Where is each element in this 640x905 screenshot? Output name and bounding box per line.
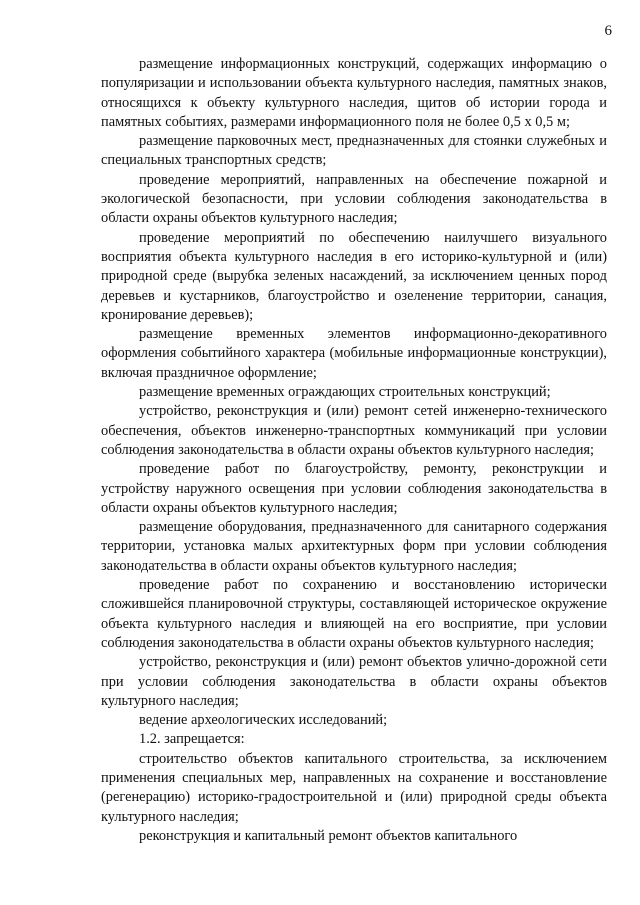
paragraph: размещение временных ограждающих строительных конструкций;: [139, 384, 551, 401]
paragraph: устройство, реконструкция и (или) ремонт объектов улично-дорожной сети при условии соблюдения законодательства в области охраны объектов культурного наследия;: [101, 654, 607, 709]
paragraph: размещение информационных конструкций, содержащих информацию о популяризации и использовании объекта культурного наследия, памятных знаков, относящихся к объекту культурного наследия, щитов об истории города и памятных событиях, размерами информационного поля не более 0,5 х 0,5 м;: [101, 56, 607, 130]
paragraph: размещение оборудования, предназначенного для санитарного содержания территории, установка малых архитектурных форм при условии соблюдения законодательства в области охраны объектов культурного наследия;: [101, 519, 607, 574]
page-number: 6: [604, 23, 612, 39]
section-item-1-2: 1.2. запрещается:: [139, 731, 245, 748]
paragraph: ведение археологических исследований;: [139, 712, 388, 729]
paragraph: размещение временных элементов информационно-декоративного оформления событийного характера (мобильные информационные конструкции), включая праздничное оформление;: [101, 326, 607, 381]
paragraph: проведение работ по благоустройству, ремонту, реконструкции и устройству наружного освещения при условии соблюдения законодательства в области охраны объектов культурного наследия;: [101, 461, 607, 516]
paragraph: устройство, реконструкция и (или) ремонт сетей инженерно-технического обеспечения, объектов инженерно-транспортных коммуникаций при условии соблюдения законодательства в области охраны объектов культурного наследия;: [101, 403, 607, 458]
paragraph: строительство объектов капитального строительства, за исключением применения специальных мер, направленных на сохранение и восстановление (регенерацию) историко-градостроительной и (или) природной среды объекта культурного наследия;: [101, 750, 607, 825]
paragraph: проведение мероприятий по обеспечению наилучшего визуального восприятия объекта культурного наследия в его историко-культурной и (или) природной среде (вырубка зеленых насаждений, за исключением ценных пород деревьев и кустарников, благоустройство и озеленение территории, санация, кронирование деревьев);: [101, 229, 607, 323]
paragraph: проведение работ по сохранению и восстановлению исторически сложившейся планировочной структуры, составляющей историческое окружение объекта культурного наследия и влияющей на его восприятие, при условии соблюдения законодательства в области охраны объектов культурного наследия;: [101, 577, 607, 651]
paragraph: реконструкция и капитальный ремонт объектов капитального: [139, 827, 518, 844]
document-body: [101, 55, 607, 846]
paragraph: размещение парковочных мест, предназначенных для стоянки служебных и специальных транспортных средств;: [101, 133, 607, 169]
paragraph: проведение мероприятий, направленных на обеспечение пожарной и экологической безопасности, при условии соблюдения законодательства в области охраны объектов культурного наследия;: [101, 171, 607, 227]
